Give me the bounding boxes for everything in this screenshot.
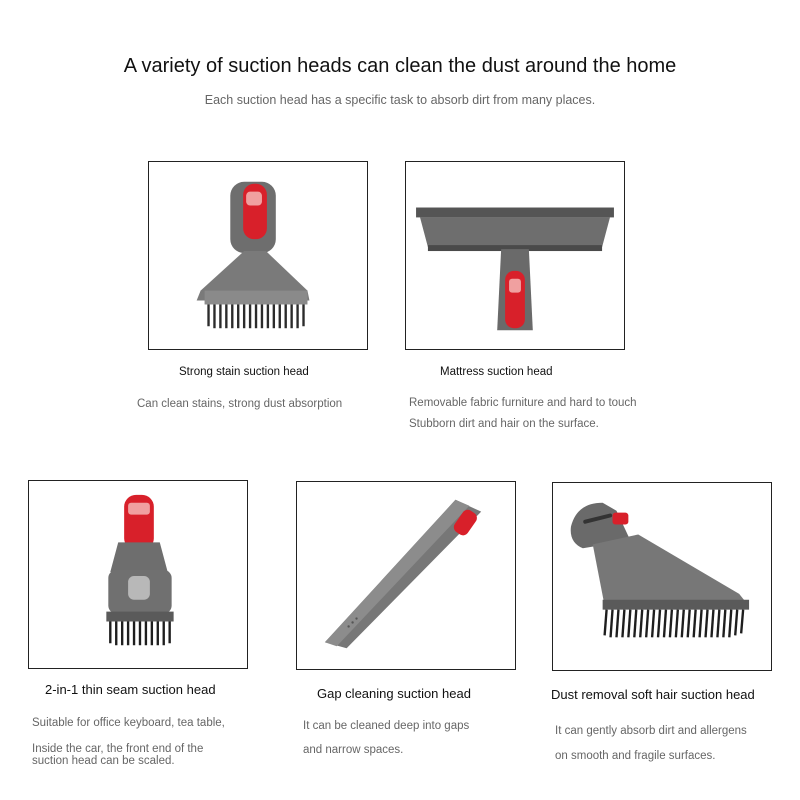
product-name-strong-stain: Strong stain suction head <box>179 366 309 378</box>
product-image-soft-hair <box>552 482 772 671</box>
2in1-brush-illustration <box>29 481 247 668</box>
product-desc-strong-stain <box>137 394 342 414</box>
product-image-gap <box>296 481 516 670</box>
product-name-soft-hair: Dust removal soft hair suction head <box>551 687 755 702</box>
desc-line: Can clean stains, strong dust absorption <box>137 398 343 410</box>
product-desc-gap <box>303 714 469 762</box>
page-subtitle: Each suction head has a specific task to absorb dirt from many places. <box>204 93 596 107</box>
page-title: A variety of suction heads can clean the dust around the home <box>123 55 677 77</box>
desc-line: Suitable for office keyboard, tea table, <box>32 717 225 729</box>
desc-line: Stubborn dirt and hair on the surface. <box>409 418 599 430</box>
soft-hair-brush-illustration <box>553 483 771 670</box>
product-name-gap: Gap cleaning suction head <box>317 686 471 701</box>
desc-line: on smooth and fragile surfaces. <box>555 750 716 762</box>
desc-line: It can gently absorb dirt and allergens <box>555 725 747 737</box>
product-desc-2in1 <box>32 717 225 767</box>
desc-line: and narrow spaces. <box>303 744 404 756</box>
desc-line: Removable fabric furniture and hard to touch <box>409 397 637 409</box>
mattress-head-illustration <box>406 162 624 349</box>
product-image-mattress <box>405 161 625 350</box>
product-image-2in1 <box>28 480 248 669</box>
desc-line: It can be cleaned deep into gaps <box>303 720 470 732</box>
desc-line: suction head can be scaled. <box>32 755 175 767</box>
crevice-tool-illustration <box>297 482 515 669</box>
product-desc-mattress <box>409 393 637 435</box>
product-name-mattress: Mattress suction head <box>440 366 553 378</box>
desc-line: Inside the car, the front end of the <box>32 743 204 755</box>
product-name-2in1: 2-in-1 thin seam suction head <box>45 682 216 697</box>
product-image-strong-stain <box>148 161 368 350</box>
stain-brush-illustration <box>149 162 367 349</box>
product-desc-soft-hair <box>555 719 747 769</box>
